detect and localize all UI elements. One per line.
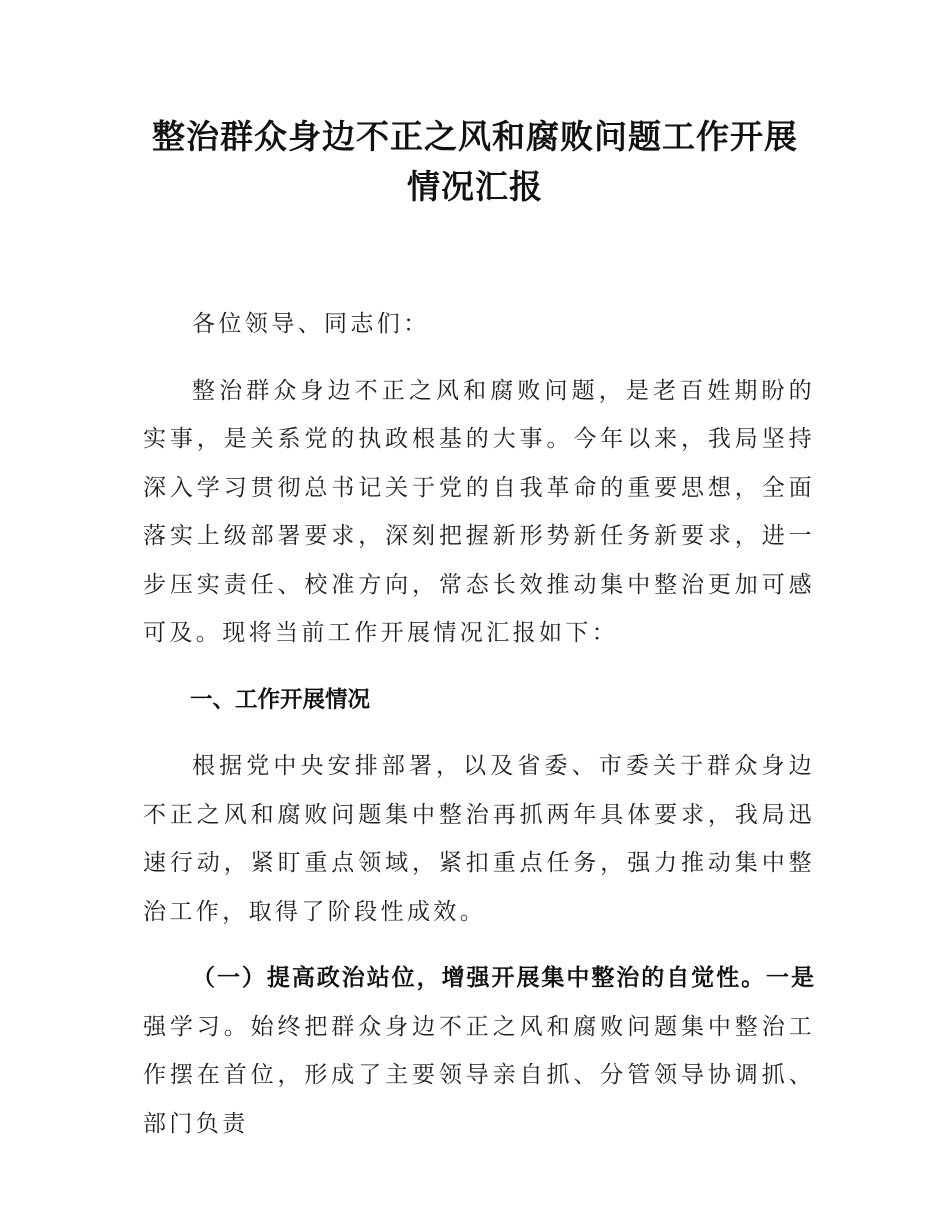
- document-body: [143, 300, 815, 1166]
- intro-paragraph: 整治群众身边不正之风和腐败问题，是老百姓期盼的实事，是关系党的执政根基的大事。今年以来，我局坚持深入学习贯彻总书记关于党的自我革命的重要思想，全面落实上级部署要求，深刻把握新形势新任务新要求，进一步压实责任、校准方向，常态长效推动集中整治更加可感可及。现将当前工作开展情况汇报如下：: [143, 377, 815, 646]
- section-1-paragraph: 根据党中央安排部署，以及省委、市委关于群众身边不正之风和腐败问题集中整治再抓两年具体要求，我局迅速行动，紧盯重点领域，紧扣重点任务，强力推动集中整治工作，取得了阶段性成效。: [143, 753, 815, 925]
- title-line-2: 情况汇报: [407, 167, 543, 206]
- subsection-1-text: 强学习。始终把群众身边不正之风和腐败问题集中整治工作摆在首位，形成了主要领导亲自抓、分管领导协调抓、部门负责: [143, 1013, 815, 1137]
- section-heading-1: 一、工作开展情况: [190, 686, 371, 713]
- subsection-1-paragraph: [143, 954, 815, 1148]
- salutation: 各位领导、同志们：: [192, 311, 430, 337]
- document-title: [140, 112, 810, 212]
- title-line-1: 整治群众身边不正之风和腐败问题工作开展: [152, 117, 798, 156]
- subsection-1-heading: （一）提高政治站位，增强开展集中整治的自觉性。一是: [192, 965, 815, 991]
